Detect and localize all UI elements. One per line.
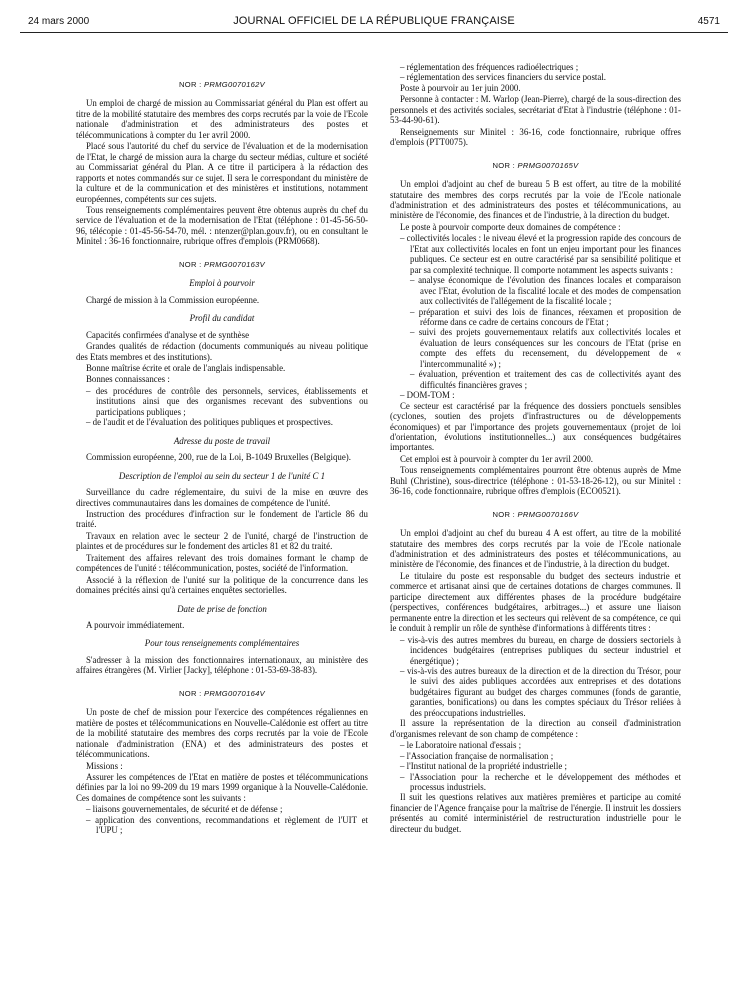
paragraph: S'adresser à la mission des fonctionnaires internationaux, au ministère des affaires étrangères (M. Virlier [Jacky], téléphone : 01-53-69-38-83). — [76, 654, 368, 676]
list-item: – collectivités locales : le niveau élevé et la progression rapide des concours de l'Etat aux collectivités locales en font un enjeu important pour les finances publiques. Ce secteur est en outre caractérisé par sa sensibilité politique et par sa complexité technique. Il comporte notamment les aspects suivants : — [400, 233, 681, 275]
subheading: Adresse du poste de travail — [173, 435, 271, 446]
notice-prmg0070163v — [76, 260, 368, 676]
list-item: – l'Association pour la recherche et le développement des méthodes et processus industriels. — [400, 771, 681, 792]
issue-date: 24 mars 2000 — [28, 16, 90, 27]
list-item: – vis-à-vis des autres membres du bureau, en charge de dossiers sectoriels à incidences budgétaires (entreprises publiques du secteur industriel et énergétique) ; — [400, 634, 681, 666]
paragraph: Tous renseignements complémentaires pourront être obtenus auprès de Mme Buhl (Christine), sous-directrice (téléphone : 01-53-18-26-12), ou sur Minitel : 36-16, code fonctionnaire, rubrique offres d'emplois (ECO0521). — [390, 465, 681, 497]
notice-prmg0070162v — [76, 80, 368, 247]
notice-prmg0070164v — [76, 689, 368, 836]
left-column — [76, 80, 368, 836]
paragraph: Commission européenne, 200, rue de la Loi, B-1049 Bruxelles (Belgique). — [86, 452, 351, 463]
list-item: – application des conventions, recommandations et règlement de l'UIT et l'UPU ; — [86, 814, 368, 836]
paragraph: Associé à la réflexion de l'unité sur la politique de la concurrence dans les domaines précités ainsi qu'à certaines enquêtes sectorielles. — [76, 574, 368, 596]
knowledge-list — [76, 386, 368, 428]
list-item: – de l'audit et de l'évaluation des politiques publiques et prospectives. — [86, 417, 333, 428]
nor-reference: NOR : PRMG0070162V — [178, 80, 266, 89]
nested-list-wrapper — [400, 275, 681, 390]
list-item: – analyse économique de l'évolution des finances locales et comparaison avec l'Etat, évolution de la fiscalité locale et des modes de compensation aux collectivités de l'allégement de la fiscalité locale ; — [410, 275, 681, 307]
domain-list — [390, 62, 681, 83]
paragraph: Placé sous l'autorité du chef du service de l'évaluation et de la modernisation de l'Etat, le chargé de mission aura la charge du secteur médias, culture et société au Commissariat général du Plan. A ce titre il participera à la rédaction des rapports et notes commandés sur ce sujet. Il sera le correspondant du ministère de la culture et de la communication et des ministères et institutions, notamment européennes, compétents sur ces sujets. — [76, 141, 368, 204]
paragraph: A pourvoir immédiatement. — [86, 620, 185, 631]
paragraph: Renseignements sur Minitel : 36-16, code fonctionnaire, rubrique offres d'emplois (PTT0075). — [390, 126, 681, 148]
subheading: Profil du candidat — [189, 313, 255, 324]
paragraph: Poste à pourvoir au 1er juin 2000. — [400, 82, 521, 93]
notice-prmg0070166v — [390, 510, 681, 835]
list-item: – l'Institut national de la propriété industrielle ; — [400, 761, 567, 772]
paragraph: Ce secteur est caractérisé par la fréquence des dossiers ponctuels sensibles (cyclones, soutien des projets d'infrastructures ou de développements économiques) et par l'importance des projets gouvernementaux (projet de loi d'orientation, évolutions institutionnelles...) aux conséquences budgétaires importantes. — [390, 400, 681, 453]
paragraph: Traitement des affaires relevant des trois domaines formant le champ de compétences de l'unité : télécommunication, postes, société de l'information. — [76, 552, 368, 574]
list-item: – évaluation, prévention et traitement des cas de collectivités ayant des difficultés financières graves ; — [410, 369, 681, 390]
list-item: – préparation et suivi des lois de finances, réexamen et proposition de réforme dans ce cadre de certains concours de l'Etat ; — [410, 306, 681, 327]
paragraph: Grandes qualités de rédaction (documents communiqués au niveau politique des Etats membres et des institutions). — [76, 341, 368, 362]
nor-reference: NOR : PRMG0070166V — [492, 509, 579, 519]
list-item: – suivi des projets gouvernementaux relatifs aux collectivités locales et évaluation de leurs conséquences sur les concours de l'Etat (prise en compte des effets du recensement, du développement de « l'intercommunalité ») ; — [410, 327, 681, 369]
subheading: Description de l'emploi au sein du secteur 1 de l'unité C 1 — [118, 470, 326, 481]
paragraph: Un emploi d'adjoint au chef du bureau 4 A est offert, au titre de la mobilité statutaire des membres des corps recrutés par la voie de l'Ecole nationale d'administration et des administrateurs des postes et télécommunications, au ministère de l'économie, des finances et de l'industrie, à la direction du budget. — [390, 528, 681, 570]
header-rule — [20, 32, 728, 33]
subheading: Emploi à pourvoir — [189, 278, 255, 289]
aspects-list — [400, 275, 681, 390]
paragraph: Il suit les questions relatives aux matières premières et participe au comité financier de l'Agence française pour la maîtrise de l'énergie. Il instruit les dossiers présentés au comité interministériel de restructuration industrielle pour le directeur du budget. — [390, 792, 681, 834]
domain-list — [76, 804, 368, 835]
roles-list — [390, 635, 681, 719]
list-item: – des procédures de contrôle des personnels, services, établissements et institutions ainsi que des organismes recevant des subventions ou participations publiques ; — [86, 385, 368, 417]
paragraph: Tous renseignements complémentaires peuvent être obtenus auprès du chef du service de l'évaluation et de la modernisation de l'Etat (téléphone : 01-45-56-50-96, télécopie : 01-45-56-54-70, mél. : ntenzer@plan.gouv.fr), ou en consultant le Minitel : 36-16 fonctionnaire, rubrique offres d'emplois (PRM0668). — [76, 204, 368, 247]
paragraph: Surveillance du cadre réglementaire, du suivi de la mise en œuvre des directives communautaires dans les domaines de compétence de l'unité. — [76, 487, 368, 508]
nor-reference: NOR : PRMG0070163V — [178, 259, 266, 269]
paragraph: Assurer les compétences de l'Etat en matière de postes et télécommunications définies par la loi no 99-209 du 19 mars 1999 organique à la Nouvelle-Calédonie. Ces domaines de compétence sont les suivants : — [76, 772, 368, 803]
paragraph: Bonne maîtrise écrite et orale de l'anglais indispensable. — [86, 362, 286, 373]
paragraph: Instruction des procédures d'infraction sur le fondement de l'article 86 du traité. — [76, 508, 368, 530]
nor-reference: NOR : PRMG0070164V — [178, 688, 266, 698]
list-item: – DOM-TOM : — [400, 390, 455, 401]
paragraph: Capacités confirmées d'analyse et de synthèse — [86, 329, 250, 340]
notice-prmg0070164v-continued — [390, 62, 681, 148]
paragraph: Bonnes connaissances : — [86, 374, 170, 385]
paragraph: Chargé de mission à la Commission européenne. — [86, 294, 260, 305]
paragraph: Un emploi de chargé de mission au Commissariat général du Plan est offert au titre de la mobilité statutaire des membres des corps recrutés par la voie de l'Ecole nationale d'administration et des administrateurs des postes et télécommunications à compter du 1er avril 2000. — [76, 98, 368, 140]
list-item: – réglementation des services financiers du service postal. — [400, 72, 607, 83]
paragraph: Il assure la représentation de la direction au conseil d'administration d'organismes relevant de son champ de compétence : — [390, 718, 681, 739]
subheading: Pour tous renseignements complémentaires — [144, 638, 300, 649]
notice-prmg0070165v — [390, 161, 681, 497]
paragraph: Un poste de chef de mission pour l'exercice des compétences régaliennes en matière de postes et télécommunications en Nouvelle-Calédonie est offert au titre de la mobilité statutaire des membres des corps recrutés par la voie de l'Ecole nationale d'administration (ENA) et des administrateurs des postes et télécommunications. — [76, 707, 368, 760]
list-item: – réglementation des fréquences radioélectriques ; — [400, 62, 579, 72]
paragraph: Un emploi d'adjoint au chef de bureau 5 B est offert, au titre de la mobilité statutaire des membres des corps recrutés par la voie de l'Ecole nationale d'administration et des administrateurs des postes et télécommunications, au ministère de l'économie, des finances et de l'industrie, à la direction du budget. — [390, 179, 681, 221]
list-item: – l'Association française de normalisation ; — [400, 750, 554, 761]
list-item: – vis-à-vis des autres bureaux de la direction et de la direction du Trésor, pour le suivi des aides publiques accordées aux entreprises et des dotations budgétaires figurant au budget des charges communes (fonds de garantie, garanties, bonifications) ou dans les comptes spéciaux du Trésor reliées à des préoccupations industrielles. — [400, 666, 681, 718]
subheading: Date de prise de fonction — [177, 603, 267, 614]
paragraph: Missions : — [86, 760, 123, 771]
paragraph: Personne à contacter : M. Warlop (Jean-Pierre), chargé de la sous-direction des personnels et des activités sociales, secrétariat d'Etat à l'industrie (téléphone : 01-53-44-90-61). — [390, 94, 681, 126]
right-column — [390, 62, 681, 835]
paragraph: Cet emploi est à pourvoir à compter du 1er avril 2000. — [400, 453, 593, 464]
list-item: – le Laboratoire national d'essais ; — [400, 740, 522, 751]
list-item: – liaisons gouvernementales, de sécurité et de défense ; — [86, 804, 283, 815]
paragraph: Travaux en relation avec le secteur 2 de l'unité, chargé de l'instruction de plaintes et de procédures sur le fondement des articles 81 et 82 du traité. — [76, 530, 368, 552]
paragraph: Le poste à pourvoir comporte deux domaines de compétence : — [400, 221, 621, 232]
organisations-list — [390, 740, 681, 792]
page-header — [20, 12, 728, 40]
journal-title: JOURNAL OFFICIEL DE LA RÉPUBLIQUE FRANÇAISE — [233, 15, 515, 27]
page-number: 4571 — [697, 16, 720, 27]
nor-reference: NOR : PRMG0070165V — [492, 160, 579, 170]
paragraph: Le titulaire du poste est responsable du budget des secteurs industrie et commerce et artisanat ainsi que de certaines dotations de charges communes. Il participe directement aux différentes phases de la procédure budgétaire (perspectives, conférences budgétaires, arbitrages...) et assure une liaison permanente entre la direction et les secteurs qui relèvent de sa compétence, ce qui le conduit à remplir un rôle de synthèse d'informations à différents titres : — [390, 570, 681, 634]
competence-list — [390, 233, 681, 400]
